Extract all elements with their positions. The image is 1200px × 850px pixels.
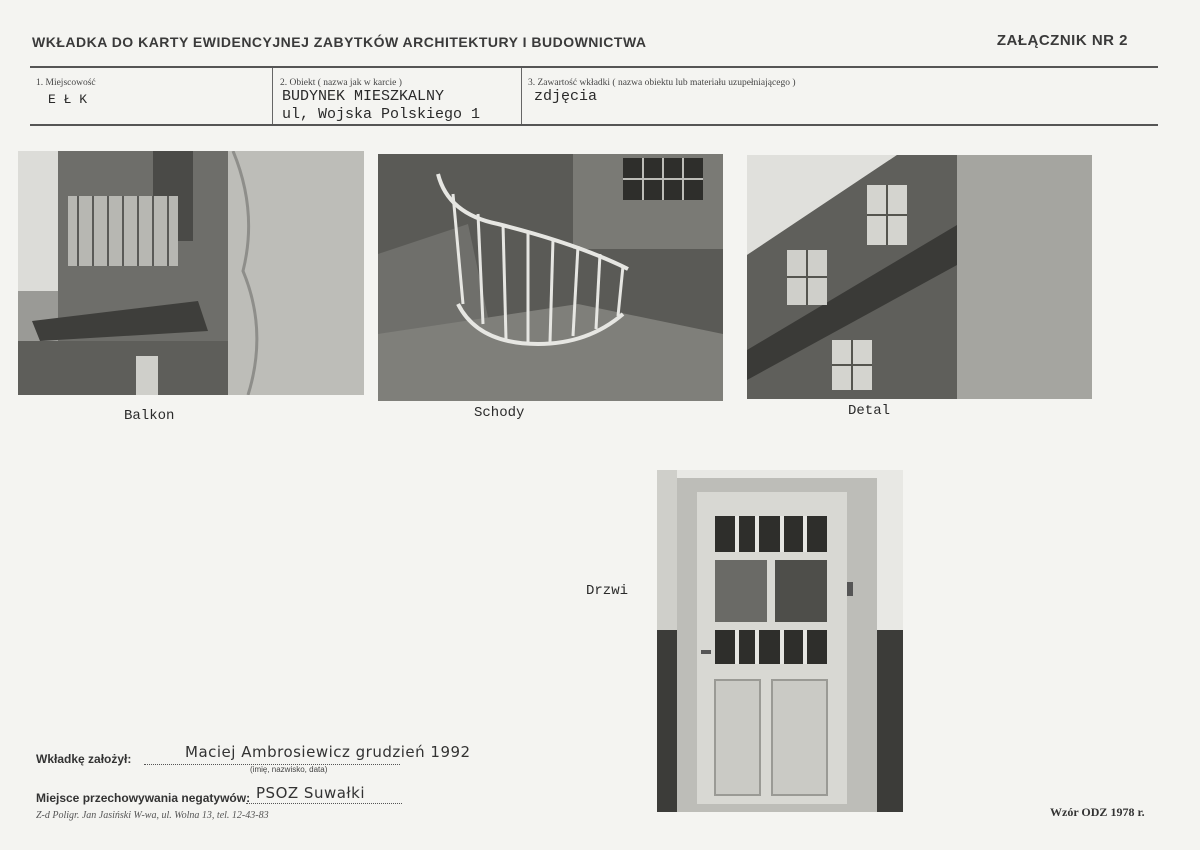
table-bottom-line [30, 124, 1158, 126]
printer-note: Z-d Poligr. Jan Jasiński W-wa, ul. Wolna 13, tel. 12-43-83 [36, 810, 269, 821]
photo-balcony [18, 151, 364, 395]
storage-dots [246, 803, 402, 804]
storage-value: PSOZ Suwałki [256, 784, 366, 802]
photo-detail [747, 155, 1092, 399]
photo-door [657, 470, 903, 812]
locality-label: 1. Miejscowość [36, 78, 96, 88]
caption-balcony: Balkon [124, 408, 175, 424]
table-top-line [30, 66, 1158, 68]
caption-detail: Detal [848, 403, 891, 419]
balcony-image [18, 151, 364, 395]
sheet-title: WKŁADKA DO KARTY EWIDENCYJNEJ ZABYTKÓW ARCHITEKTURY I BUDOWNICTWA [32, 34, 647, 50]
locality-value: E Ł K [48, 92, 88, 107]
content-label: 3. Zawartość wkładki ( nazwa obiektu lub materiału uzupełniającego ) [528, 78, 796, 88]
caption-door: Drzwi [586, 583, 629, 599]
stairs-image [378, 154, 723, 401]
caption-stairs: Schody [474, 405, 525, 421]
form-model: Wzór ODZ 1978 r. [1050, 805, 1145, 819]
object-label: 2. Obiekt ( nazwa jak w karcie ) [280, 78, 402, 88]
founder-value: Maciej Ambrosiewicz grudzień 1992 [185, 743, 471, 761]
door-image [657, 470, 903, 812]
object-line-1: BUDYNEK MIESZKALNY [282, 88, 445, 105]
detail-image [747, 155, 1092, 399]
storage-label: Miejsce przechowywania negatywów: [36, 791, 251, 805]
founder-sub-label: (imię, nazwisko, data) [250, 765, 328, 774]
content-value: zdjęcia [534, 88, 598, 105]
object-line-2: ul, Wojska Polskiego 1 [282, 106, 481, 123]
founder-label: Wkładkę założył: [36, 752, 132, 766]
table-divider-1 [272, 68, 273, 124]
annex-number: ZAŁĄCZNIK NR 2 [996, 32, 1128, 49]
table-divider-2 [521, 68, 522, 124]
photo-stairs [378, 154, 723, 401]
